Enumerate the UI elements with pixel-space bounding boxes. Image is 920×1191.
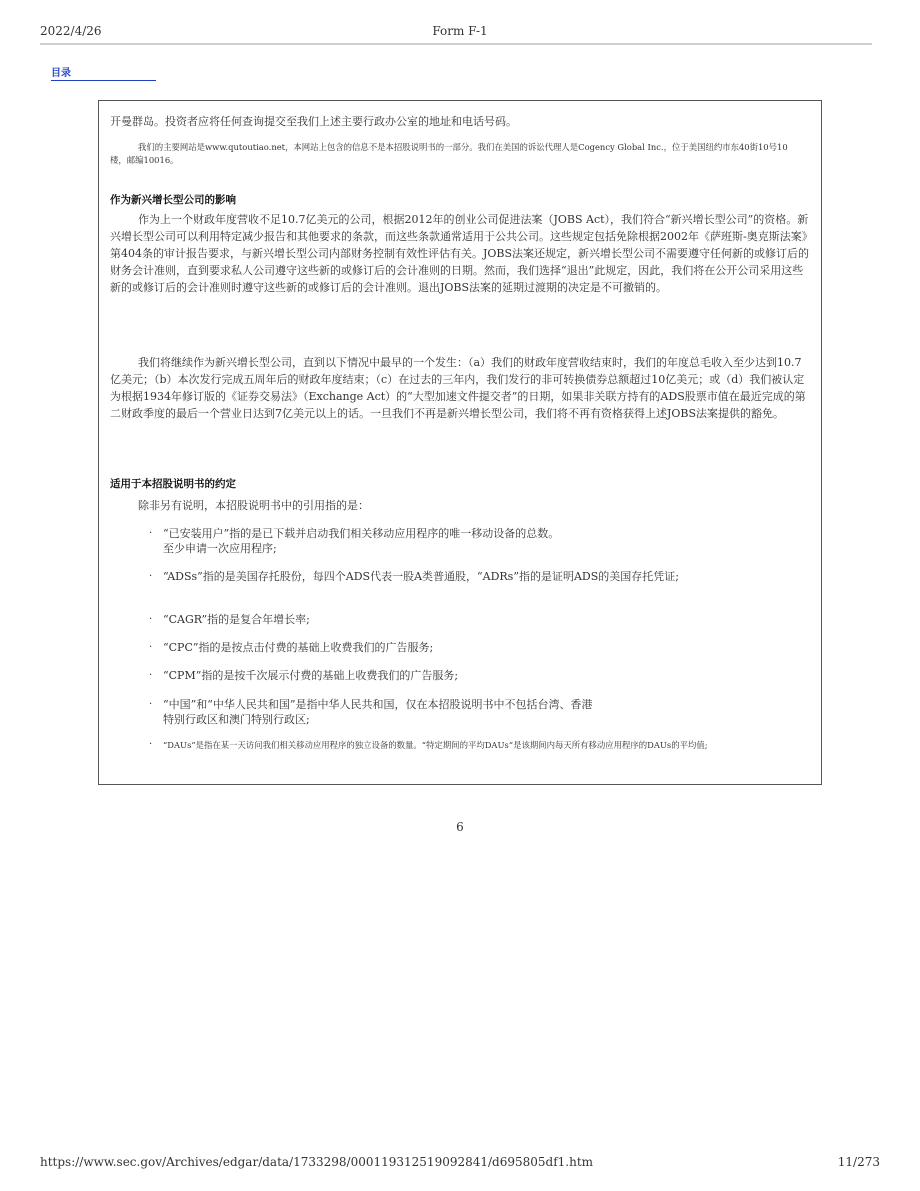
- paragraph-conventions-intro: 除非另有说明，本招股说明书中的引用指的是：: [138, 499, 369, 512]
- list-item-text: “中国”和“中华人民共和国”是指中华人民共和国，仅在本招股说明书中不包括台湾、香港: [163, 698, 593, 711]
- heading-emerging-growth: 作为新兴增长型公司的影响: [110, 194, 236, 206]
- list-item-text: “CPM”指的是按千次展示付费的基础上收费我们的广告服务;: [163, 669, 459, 682]
- bullet-dot: ·: [149, 571, 153, 582]
- toc-link[interactable]: 目录: [51, 67, 156, 81]
- header-divider: [40, 43, 872, 45]
- list-item-text: 至少申请一次应用程序;: [163, 542, 277, 555]
- bullet-dot: ·: [149, 699, 153, 710]
- heading-conventions: 适用于本招股说明书的约定: [110, 478, 236, 490]
- bullet-dot: ·: [149, 739, 153, 750]
- paragraph-emerging-growth: 作为上一个财政年度营收不足10.7亿美元的公司，根据2012年的创业公司促进法案（JOBS Act），我们符合“新兴增长型公司”的资格。新兴增长型公司可以利用特定减少报告和其他要求的条款，而这些条款通常适用于公共公司。这些规定包括免除根据2002年《萨班斯-奥克斯法案》第404条的审计报告要求，与新兴增长型公司内部财务控制有效性评估有关。JOBS法案还规定，新兴增长型公司不需要遵守任何新的或修订后的财务会计准则，直到要求私人公司遵守这些新的或修订后的会计准则的日期。然而，我们选择“退出”此规定，因此，我们将在公开公司采用这些新的或修订后的会计准则时遵守这些新的或修订后的会计准则。退出JOBS法案的延期过渡期的决定是不可撤销的。: [110, 213, 810, 294]
- list-item-text: “DAUs”是指在某一天访问我们相关移动应用程序的独立设备的数量。“特定期间的平均DAUs”是该期间内每天所有移动应用程序的DAUs的平均值;: [163, 740, 708, 750]
- bullet-dot: ·: [149, 614, 153, 625]
- header-title: Form F-1: [432, 24, 488, 38]
- page-number: 6: [456, 820, 464, 834]
- list-item-text: “ADSs”指的是美国存托股份，每四个ADS代表一股A类普通股，“ADRs”指的是证明ADS的美国存托凭证;: [163, 570, 679, 583]
- list-item-text: “CAGR”指的是复合年增长率;: [163, 613, 310, 626]
- footer-url: https://www.sec.gov/Archives/edgar/data/1733298/000119312519092841/d695805df1.htm: [40, 1155, 594, 1169]
- bullet-dot: ·: [149, 642, 153, 653]
- bullet-dot: ·: [149, 670, 153, 681]
- paragraph-website: 我们的主要网站是www.qutoutiao.net，本网站上包含的信息不是本招股说明书的一部分。我们在美国的诉讼代理人是Cogency Global Inc.，位于美国纽约市东40街10号10楼，邮编10016。: [110, 142, 788, 165]
- paragraph-emerging-growth-end: 我们将继续作为新兴增长型公司，直到以下情况中最早的一个发生：（a）我们的财政年度营收结束时，我们的年度总毛收入至少达到10.7亿美元；（b）本次发行完成五周年后的财政年度结束；（c）在过去的三年内，我们发行的非可转换债券总额超过10亿美元；或（d）我们被认定为根据1934年修订版的《证券交易法》（Exchange Act）的“大型加速文件提交者”的日期，如果非关联方持有的ADS股票市值在最近完成的第二财政季度的最后一个营业日达到7亿美元以上的话。一旦我们不再是新兴增长型公司，我们将不再有资格获得上述JOBS法案提供的豁免。: [110, 356, 806, 420]
- paragraph-cayman: 开曼群岛。投资者应将任何查询提交至我们上述主要行政办公室的地址和电话号码。: [110, 115, 517, 128]
- footer-page: 11/273: [837, 1155, 880, 1169]
- list-item-text: “已安装用户”指的是已下载并启动我们相关移动应用程序的唯一移动设备的总数。: [163, 527, 560, 540]
- header-date: 2022/4/26: [40, 24, 102, 38]
- list-item-text: “CPC”指的是按点击付费的基础上收费我们的广告服务;: [163, 641, 434, 654]
- bullet-dot: ·: [149, 528, 153, 539]
- list-item-text: 特别行政区和澳门特别行政区;: [163, 713, 310, 726]
